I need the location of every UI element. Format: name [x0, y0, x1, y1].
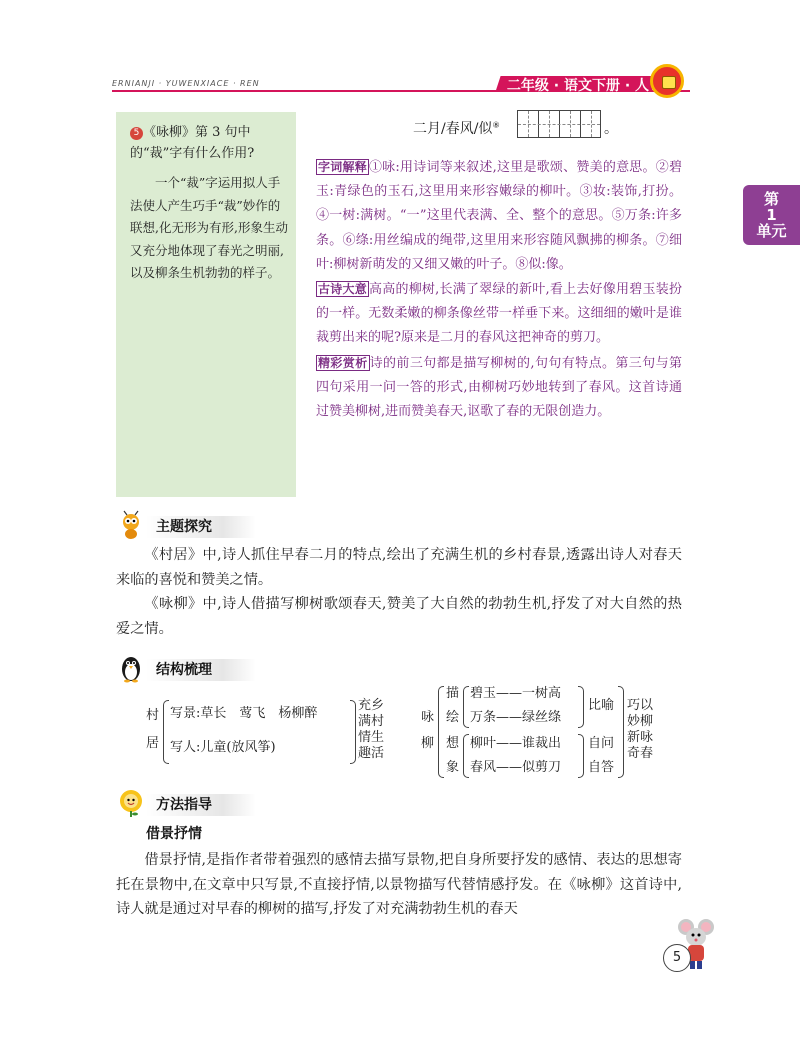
theme-heading	[116, 510, 266, 540]
yongliu-method-metaphor: 比喻	[588, 698, 615, 713]
method-heading	[116, 788, 266, 818]
cunju-summary-4: 趣活	[358, 746, 385, 761]
method-body	[116, 848, 682, 922]
yongliu-method-answer: 自答	[588, 760, 615, 775]
unit-tab-line3: 单元	[756, 222, 787, 240]
notes	[316, 155, 682, 424]
question	[130, 122, 290, 164]
cunju-people: 写人:儿童(放风筝)	[170, 740, 276, 755]
yongliu-describe-2: 绘	[446, 710, 460, 725]
header-subtitle: ERNIANJI · YUWENXIACE · REN	[112, 79, 260, 88]
yongliu-row-1: 碧玉——一树高	[470, 686, 562, 701]
unit-tab-line2: 1	[766, 206, 777, 224]
analysis-tag: 精彩赏析	[318, 355, 368, 370]
theme-heading-label: 主题探究	[146, 516, 256, 538]
theme-paragraph-1: 《村居》中,诗人抓住早春二月的特点,绘出了充满生机的乡村春景,透露出诗人对春天来临的喜悦和赞美之情。	[116, 547, 682, 588]
question-text: 《咏柳》第 3 句中的“裁”字有什么作用?	[130, 125, 255, 161]
cunju-title-b: 居	[146, 736, 160, 751]
question-answer: 一个“裁”字运用拟人手法使人产生巧手“裁”妙作的联想,化无形为有形,形象生动又充分地体现了春光之明丽,以及柳条生机勃勃的样子。	[130, 175, 288, 280]
yongliu-summary-3: 新咏	[627, 730, 654, 745]
yongliu-title-a: 咏	[421, 710, 435, 725]
yongliu-brace	[438, 686, 444, 778]
yongliu-row-2: 万条——绿丝绦	[470, 710, 562, 725]
yongliu-summary-4: 奇春	[627, 746, 654, 761]
book-badge-icon	[650, 64, 684, 98]
penguin-mascot-icon	[116, 653, 146, 683]
question-box	[116, 112, 296, 497]
cunju-brace-right	[350, 700, 356, 764]
yongliu-title-b: 柳	[421, 736, 435, 751]
yongliu-summary-1: 巧以	[627, 698, 654, 713]
poem-line	[413, 118, 500, 138]
theme-body	[116, 543, 682, 641]
poem-line-end: 。	[604, 121, 618, 137]
yongliu-brace-upper	[463, 686, 469, 728]
poem-line-text: 二月/春风/似	[413, 121, 493, 137]
structure-heading-label: 结构梳理	[146, 659, 256, 681]
yongliu-brace-lower	[463, 734, 469, 778]
theme-paragraph-2: 《咏柳》中,诗人借描写柳树歌颂春天,赞美了大自然的勃勃生机,抒发了对大自然的热爱之情。	[116, 596, 682, 637]
poem-footnote: ⑧	[492, 120, 500, 130]
method-heading-label: 方法指导	[146, 794, 256, 816]
yongliu-row-3: 柳叶——谁裁出	[470, 736, 562, 751]
cunju-brace	[163, 700, 169, 764]
analysis-text: 诗的前三句都是描写柳树的,句句有特点。第三句与第四句采用一问一答的形式,由柳树巧妙地转到了春风。这首诗通过赞美柳树,进而赞美春天,讴歌了春的无限创造力。	[316, 355, 682, 420]
ant-mascot-icon	[116, 510, 146, 540]
yongliu-imagine-1: 想	[446, 736, 460, 751]
writing-grid[interactable]	[517, 110, 601, 138]
vocab-text: ①咏:用诗词等来叙述,这里是歌颂、赞美的意思。②碧玉:青绿色的玉石,这里用来形容嫩绿的柳叶。③妆:装饰,打扮。④一树:满树。“一”这里代表满、全、整个的意思。⑤万条:许多条。⑥绦:用丝编成的绳带,这里用来形容随风飘拂的柳条。⑦细叶:柳树新萌发的又细又嫩的叶子。⑧似:像。	[316, 160, 682, 272]
yongliu-describe-1: 描	[446, 686, 460, 701]
yongliu-imagine-2: 象	[446, 760, 460, 775]
sunflower-mascot-icon	[116, 788, 146, 818]
cunju-title-a: 村	[146, 708, 160, 723]
unit-tab	[743, 185, 800, 245]
vocab-tag: 字词解释	[318, 160, 367, 174]
yongliu-method-ask: 自问	[588, 736, 615, 751]
cunju-scene: 写景:草长 莺飞 杨柳醉	[170, 706, 318, 721]
page-number: 5	[663, 944, 691, 972]
yongliu-row-4: 春风——似剪刀	[470, 760, 562, 775]
unit-tab-line1: 第	[763, 190, 779, 208]
meaning-text: 高高的柳树,长满了翠绿的新叶,看上去好像用碧玉装扮的一样。无数柔嫩的柳条像丝带一样垂下来。这细细的嫩叶是谁裁剪出来的呢?原来是二月的春风这把神奇的剪刀。	[316, 282, 682, 346]
meaning-tag: 古诗大意	[318, 282, 367, 297]
structure-heading	[116, 653, 266, 683]
method-subheading: 借景抒情	[146, 826, 202, 842]
question-number: 5	[130, 127, 143, 140]
yongliu-brace-right-upper	[578, 686, 584, 728]
cunju-summary-3: 情生	[358, 730, 385, 745]
yongliu-summary-2: 妙柳	[627, 714, 654, 729]
header-title: 二年级 · 语文下册 · 人	[506, 78, 650, 94]
yongliu-brace-right	[618, 686, 624, 778]
cunju-summary-1: 充乡	[358, 698, 385, 713]
cunju-summary-2: 满村	[358, 714, 385, 729]
yongliu-brace-right-lower	[578, 734, 584, 778]
method-paragraph-1: 借景抒情,是指作者带着强烈的感情去描写景物,把自身所要抒发的感情、表达的思想寄托在景物中,在文章中只写景,不直接抒情,以景物描写代替情感抒发。在《咏柳》这首诗中,诗人就是通过对早春的柳树的描写,抒发了对充满勃勃生机的春天	[116, 852, 682, 917]
